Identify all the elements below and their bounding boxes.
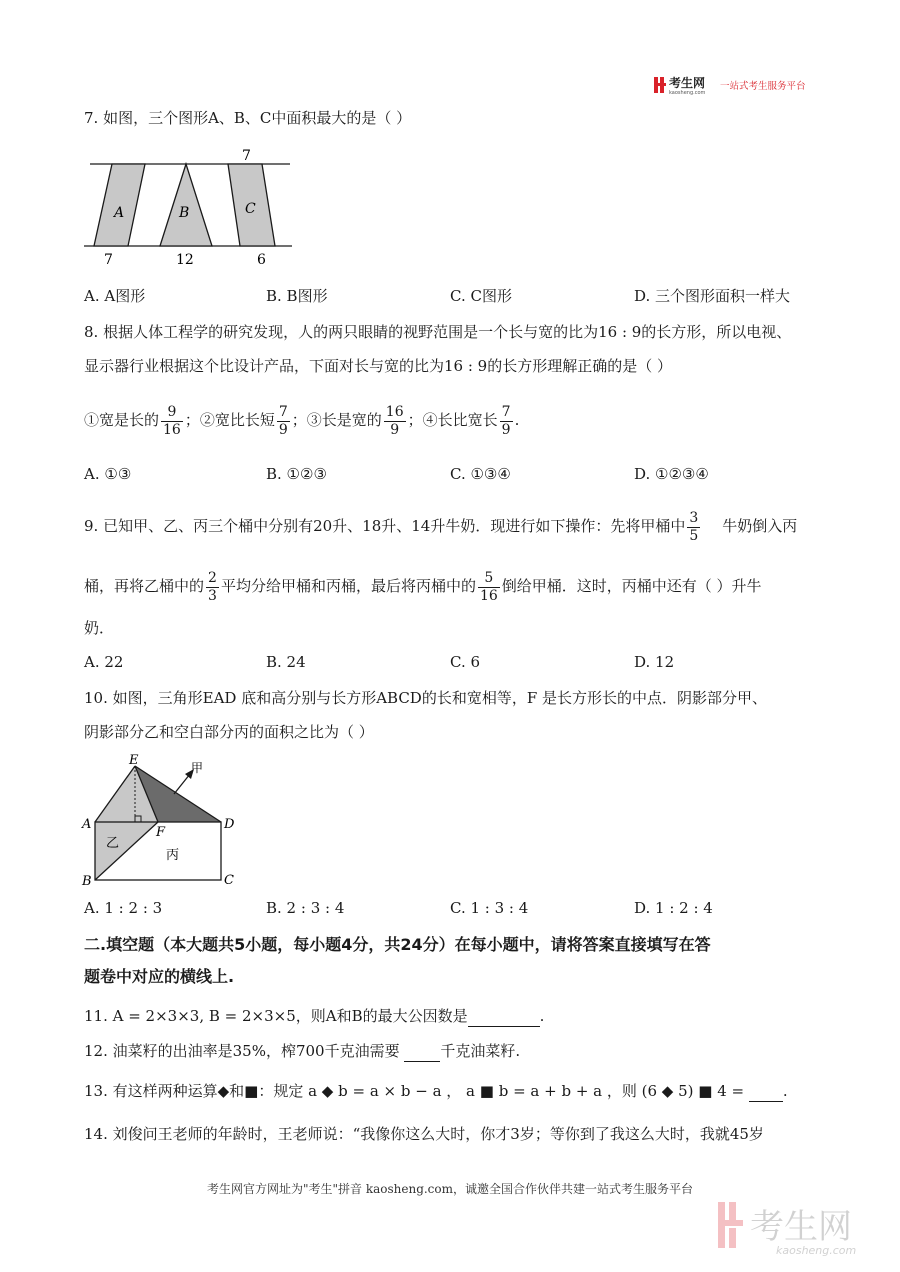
logo-slogan: 一站式考生服务平台 xyxy=(720,81,806,92)
svg-text:D: D xyxy=(224,817,235,832)
q7-bottom-b: 12 xyxy=(176,252,194,268)
q8-frac3: $\frac{16}{9}$ xyxy=(385,403,404,438)
q8-s2: ；②宽比长短 xyxy=(184,411,275,429)
svg-text:B: B xyxy=(82,874,92,889)
logo-text: 考生网 xyxy=(669,76,706,90)
q7-option-b[interactable]: B. B图形 xyxy=(266,287,328,305)
q10-line1: 10. 如图，三角形EAD 底和高分别与长方形ABCD的长和宽相等，F 是长方形长的中点．阴影部分甲、 xyxy=(84,689,768,707)
header-logo xyxy=(654,74,814,96)
q12: 12. 油菜籽的出油率是35%，榨700千克油需要 千克油菜籽. xyxy=(84,1042,521,1060)
q8-statements xyxy=(84,398,519,442)
svg-text:A: A xyxy=(82,817,92,832)
q11: 11. A = 2×3×3, B = 2×3×5，则A和B的最大公因数是 . xyxy=(84,1007,545,1025)
q8-s1: ①宽是长的 xyxy=(84,411,160,429)
q9-option-a[interactable]: A. 22 xyxy=(84,653,124,671)
q9-option-b[interactable]: B. 24 xyxy=(266,653,306,671)
q7-label-c: C xyxy=(245,201,256,217)
q7-stem: 7. 如图，三个图形A、B、C中面积最大的是（ ） xyxy=(84,109,412,127)
svg-text:E: E xyxy=(129,753,139,768)
q9-line1: 9. 已知甲、乙、丙三个桶中分别有20升、18升、14升牛奶．现进行如下操作：先将甲桶中 $\frac{3}{5}$ 牛奶倒入丙 xyxy=(84,509,798,544)
q10-line2: 阴影部分乙和空白部分丙的面积之比为（ ） xyxy=(84,723,374,741)
q10-option-a[interactable]: A. 1 : 2 : 3 xyxy=(84,899,163,917)
footer-text: 考生网官方网址为"考生"拼音 kaosheng.com，诚邀全国合作伙伴共建一站式考生服务平台 xyxy=(206,1182,694,1196)
q9-frac3: $\frac{5}{16}$ xyxy=(479,569,498,604)
svg-text:F: F xyxy=(156,825,166,840)
watermark xyxy=(716,1196,886,1260)
q8-frac4: $\frac{7}{9}$ xyxy=(501,403,511,438)
q7-figure xyxy=(82,140,302,270)
q9-line2: 桶，再将乙桶中的 $\frac{2}{3}$ 平均分给甲桶和丙桶，最后将丙桶中的 $\frac{5}{16}$ 倒给甲桶．这时，丙桶中还有（ ）升牛 xyxy=(84,569,762,604)
q8-line2: 显示器行业根据这个比设计产品，下面对长与宽的比为16 : 9的长方形理解正确的是（ ） xyxy=(84,357,672,375)
q8-end: . xyxy=(514,411,520,429)
section2-title-line2: 题卷中对应的横线上. xyxy=(84,967,235,986)
svg-text:乙: 乙 xyxy=(106,836,120,851)
svg-text:kaosheng.com: kaosheng.com xyxy=(776,1244,857,1257)
q12-answer-blank[interactable] xyxy=(404,1041,440,1062)
q7-bottom-c: 6 xyxy=(257,252,266,268)
q7-option-a[interactable]: A. A图形 xyxy=(84,287,146,305)
q8-frac1: $\frac{9}{16}$ xyxy=(163,403,181,438)
q13: 13. 有这样两种运算◆和■：规定 a ◆ b = a × b − a ， a ■ b = a + b + a ，则 (6 ◆ 5) ■ 4 = . xyxy=(84,1082,788,1100)
q8-option-b[interactable]: B. ①②③ xyxy=(266,465,327,483)
svg-text:甲: 甲 xyxy=(191,761,204,775)
section2-title-line1: 二.填空题（本大题共5小题，每小题4分，共24分）在每小题中，请将答案直接填写在答 xyxy=(84,935,711,954)
logo-sub: kaosheng.com xyxy=(669,90,706,96)
q9-option-c[interactable]: C. 6 xyxy=(450,653,481,671)
q9-line3: 奶． xyxy=(84,619,115,637)
q8-frac2: $\frac{7}{9}$ xyxy=(278,403,288,438)
q10-option-c[interactable]: C. 1 : 3 : 4 xyxy=(450,899,529,917)
q7-option-c[interactable]: C. C图形 xyxy=(450,287,512,305)
q13-answer-blank[interactable] xyxy=(749,1081,783,1102)
q10-option-d[interactable]: D. 1 : 2 : 4 xyxy=(634,899,713,917)
q11-answer-blank[interactable] xyxy=(468,1006,540,1027)
q7-top-label: 7 xyxy=(242,148,251,164)
logo-mark-icon xyxy=(654,77,666,93)
svg-text:C: C xyxy=(224,873,234,888)
q8-option-d[interactable]: D. ①②③④ xyxy=(634,465,709,483)
q8-s3: ；③长是宽的 xyxy=(291,411,382,429)
q8-option-a[interactable]: A. ①③ xyxy=(84,465,132,483)
q14-line1: 14. 刘俊问王老师的年龄时，王老师说：“我像你这么大时，你才3岁；等你到了我这么大时，我就45岁 xyxy=(84,1125,764,1143)
q9-option-d[interactable]: D. 12 xyxy=(634,653,675,671)
q10-figure xyxy=(78,752,248,892)
svg-text:考生网: 考生网 xyxy=(750,1207,852,1247)
svg-text:丙: 丙 xyxy=(166,848,180,863)
watermark-logo-icon xyxy=(718,1202,743,1248)
q9-frac2: $\frac{2}{3}$ xyxy=(208,569,217,604)
q8-line1: 8. 根据人体工程学的研究发现，人的两只眼睛的视野范围是一个长与宽的比为16 : 9的长方形，所以电视、 xyxy=(84,323,792,341)
q9-frac1: $\frac{3}{5}$ xyxy=(689,509,699,544)
q7-label-a: A xyxy=(114,205,125,221)
q7-option-d[interactable]: D. 三个图形面积一样大 xyxy=(634,287,791,305)
q7-bottom-a: 7 xyxy=(104,252,113,268)
q10-option-b[interactable]: B. 2 : 3 : 4 xyxy=(266,899,345,917)
q7-label-b: B xyxy=(179,205,190,221)
q8-option-c[interactable]: C. ①③④ xyxy=(450,465,511,483)
q8-s4: ；④长比宽长 xyxy=(407,411,498,429)
